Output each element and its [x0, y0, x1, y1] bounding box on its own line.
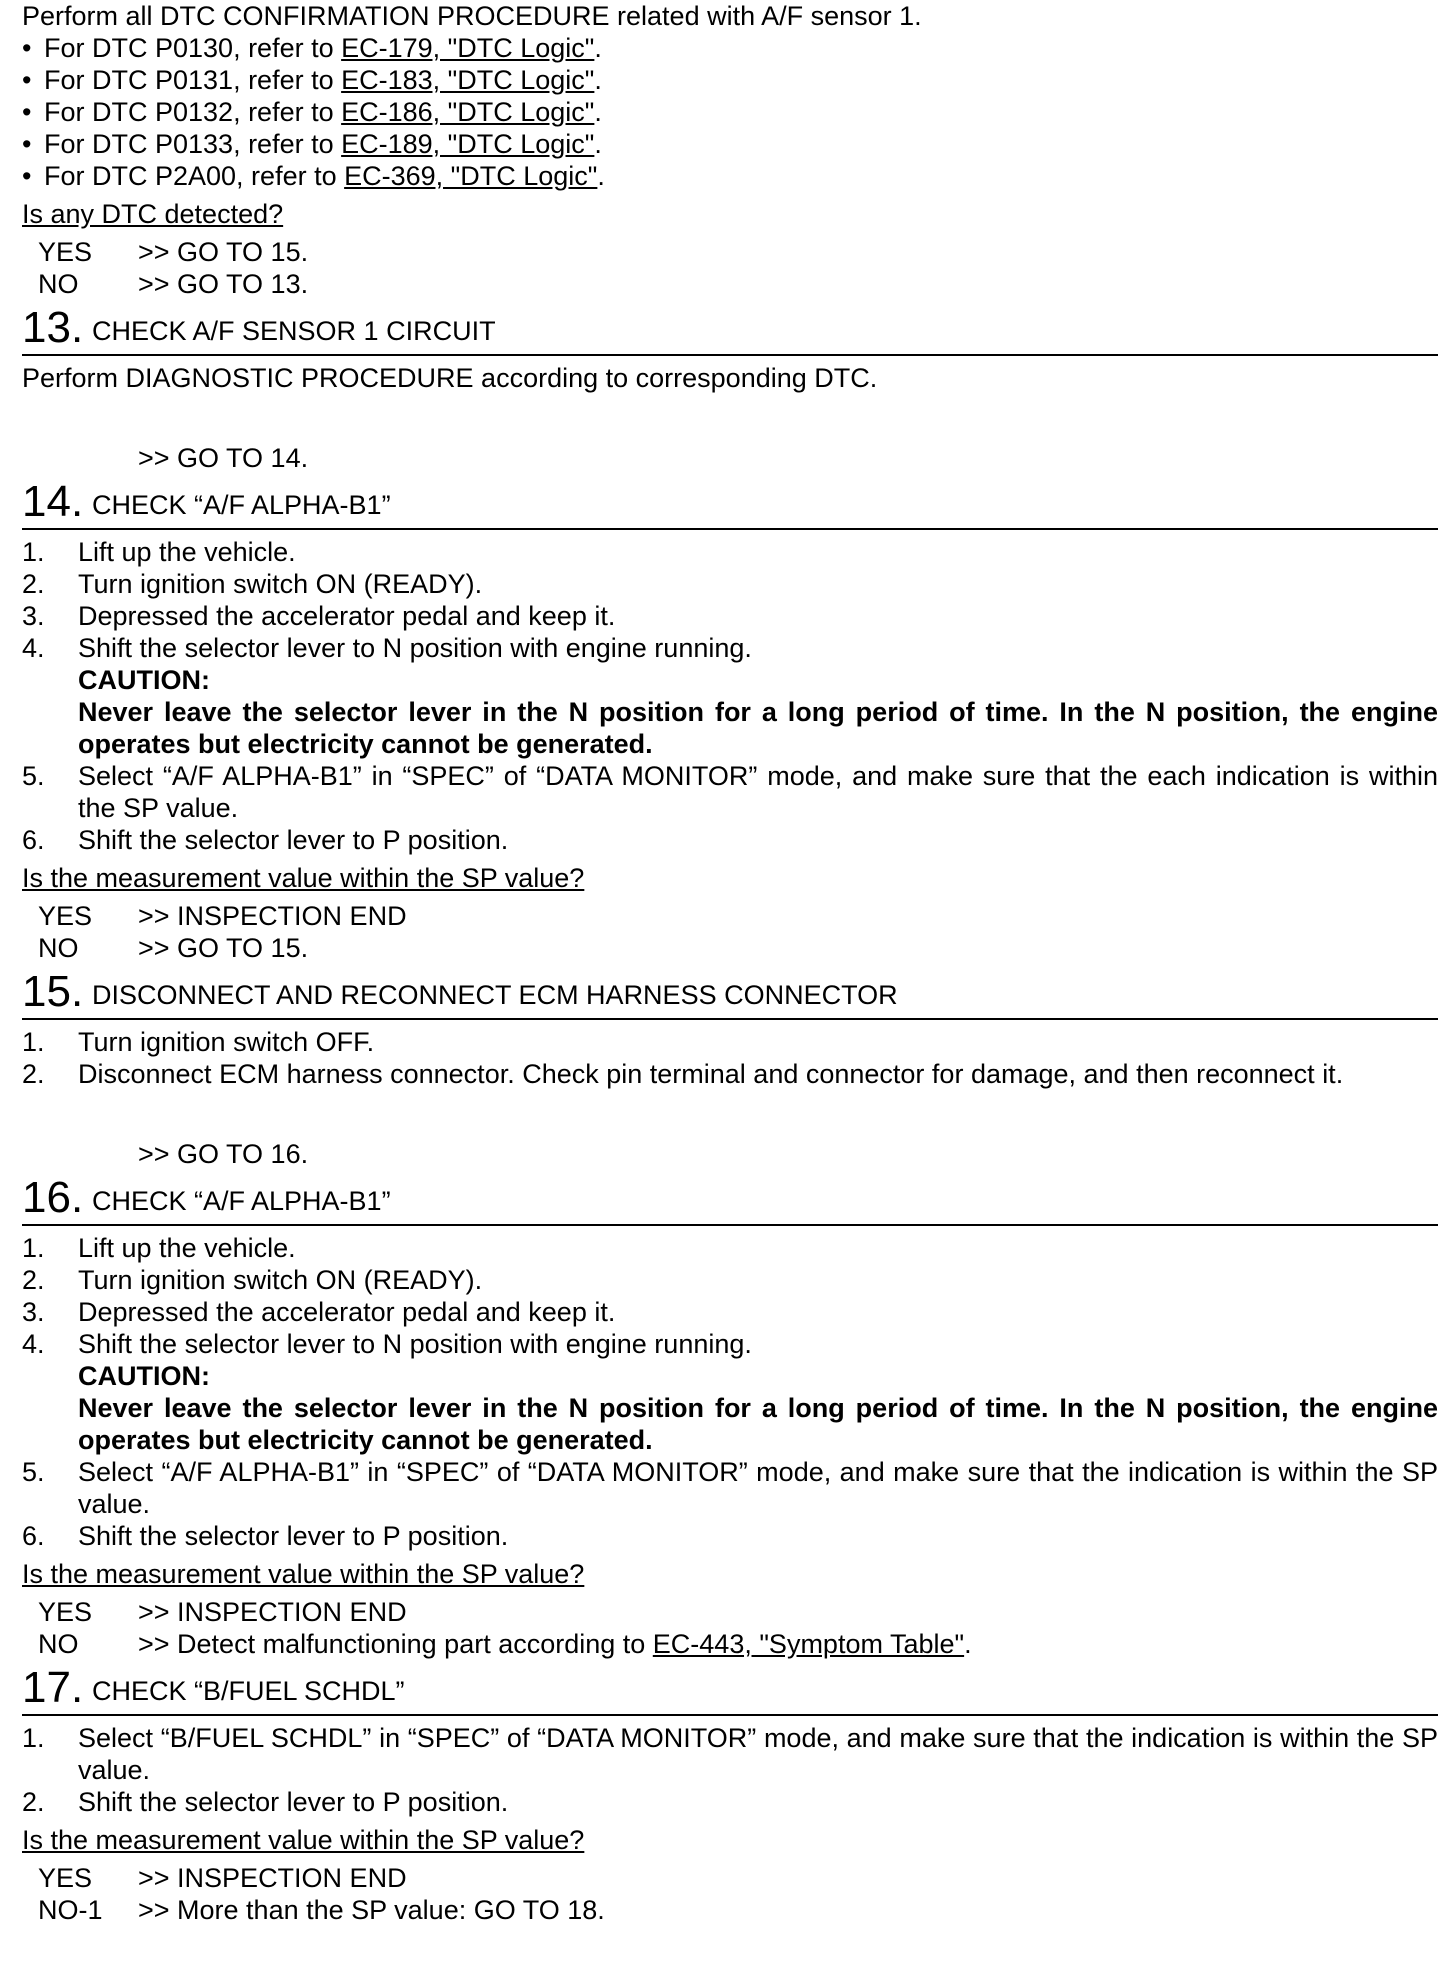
answer-yes: YES >> INSPECTION END	[38, 1597, 407, 1627]
step15-title: DISCONNECT AND RECONNECT ECM HARNESS CONNECTOR	[92, 980, 898, 1010]
step13-number: 13.	[22, 303, 84, 352]
document	[22, 0, 1438, 1926]
step17-header	[22, 1663, 1438, 1716]
step15-procedure	[22, 1026, 1438, 1090]
list-item: 3. Depressed the accelerator pedal and keep it.	[22, 601, 616, 631]
step13-goto: >> GO TO 14.	[138, 443, 309, 473]
dtc-reference-item: • For DTC P0131, refer to EC-183, "DTC Logic".	[22, 65, 602, 95]
list-item: 1. Lift up the vehicle.	[22, 1233, 296, 1263]
list-item: 1. Turn ignition switch OFF.	[22, 1027, 375, 1057]
step12-question: Is any DTC detected?	[22, 199, 284, 229]
dtc-reference-item: • For DTC P2A00, refer to EC-369, "DTC Logic".	[22, 161, 605, 191]
step16-procedure	[22, 1232, 1438, 1552]
step13-title: CHECK A/F SENSOR 1 CIRCUIT	[92, 316, 496, 346]
ec-189-link[interactable]: EC-189, "DTC Logic"	[341, 129, 595, 159]
caution-text: Never leave the selector lever in the N position for a long period of time. In the N position, the engine operates but electricity cannot be generated.	[78, 1393, 1438, 1455]
bullet-icon: •	[22, 33, 32, 63]
step14-answers	[38, 900, 1438, 964]
dtc-reference-item: • For DTC P0132, refer to EC-186, "DTC Logic".	[22, 97, 602, 127]
list-item: 5. Select “A/F ALPHA-B1” in “SPEC” of “DATA MONITOR” mode, and make sure that the each indication is within the SP value.	[22, 761, 1438, 823]
step16-title: CHECK “A/F ALPHA-B1”	[92, 1186, 391, 1216]
bullet-icon: •	[22, 161, 32, 191]
dtc-reference-item: • For DTC P0133, refer to EC-189, "DTC Logic".	[22, 129, 602, 159]
step13-body: Perform DIAGNOSTIC PROCEDURE according to corresponding DTC.	[22, 363, 878, 393]
step13-header	[22, 303, 1438, 356]
answer-no: NO >> GO TO 13.	[38, 269, 309, 299]
step17-question: Is the measurement value within the SP value?	[22, 1825, 585, 1855]
list-item: 2. Turn ignition switch ON (READY).	[22, 569, 483, 599]
ec-179-link[interactable]: EC-179, "DTC Logic"	[341, 33, 595, 63]
answer-yes: YES >> INSPECTION END	[38, 1863, 407, 1893]
list-item: 2. Disconnect ECM harness connector. Check pin terminal and connector for damage, and then reconnect it.	[22, 1059, 1344, 1089]
list-item: 1. Lift up the vehicle.	[22, 537, 296, 567]
bullet-icon: •	[22, 65, 32, 95]
step14-title: CHECK “A/F ALPHA-B1”	[92, 490, 391, 520]
list-item: 2. Turn ignition switch ON (READY).	[22, 1265, 483, 1295]
list-item: 1. Select “B/FUEL SCHDL” in “SPEC” of “DATA MONITOR” mode, and make sure that the indication is within the SP value.	[22, 1723, 1438, 1785]
step16-question: Is the measurement value within the SP value?	[22, 1559, 585, 1589]
list-item: 3. Depressed the accelerator pedal and keep it.	[22, 1297, 616, 1327]
list-item: 5. Select “A/F ALPHA-B1” in “SPEC” of “DATA MONITOR” mode, and make sure that the indication is within the SP value.	[22, 1457, 1438, 1519]
answer-yes: YES >> INSPECTION END	[38, 901, 407, 931]
step17-title: CHECK “B/FUEL SCHDL”	[92, 1676, 405, 1706]
bullet-icon: •	[22, 97, 32, 127]
step17-procedure	[22, 1722, 1438, 1818]
ec-369-link[interactable]: EC-369, "DTC Logic"	[344, 161, 598, 191]
step16-answers	[38, 1596, 1438, 1660]
ec-186-link[interactable]: EC-186, "DTC Logic"	[341, 97, 595, 127]
dtc-reference-item: • For DTC P0130, refer to EC-179, "DTC Logic".	[22, 33, 602, 63]
ec-183-link[interactable]: EC-183, "DTC Logic"	[341, 65, 595, 95]
caution-text: Never leave the selector lever in the N position for a long period of time. In the N position, the engine operates but electricity cannot be generated.	[78, 697, 1438, 759]
list-item: 4. Shift the selector lever to N position with engine running. CAUTION: Never leave the selector lever in the N position for a long period of time. In the N position, the engine operates but electricity cannot be generated.	[22, 633, 1438, 759]
step14-question: Is the measurement value within the SP value?	[22, 863, 585, 893]
step14-header	[22, 477, 1438, 530]
list-item: 2. Shift the selector lever to P position.	[22, 1787, 509, 1817]
intro-text: Perform all DTC CONFIRMATION PROCEDURE related with A/F sensor 1.	[22, 1, 922, 31]
caution-label: CAUTION:	[78, 665, 210, 695]
step17-number: 17.	[22, 1663, 84, 1712]
dtc-reference-list	[22, 32, 1438, 192]
step12-answers	[38, 236, 1438, 300]
list-item: 4. Shift the selector lever to N position with engine running. CAUTION: Never leave the selector lever in the N position for a long period of time. In the N position, the engine operates but electricity cannot be generated.	[22, 1329, 1438, 1455]
answer-no-1: NO-1 >> More than the SP value: GO TO 18.	[38, 1895, 605, 1925]
list-item: 6. Shift the selector lever to P position.	[22, 825, 509, 855]
step15-goto: >> GO TO 16.	[138, 1139, 309, 1169]
ec-443-link[interactable]: EC-443, "Symptom Table"	[652, 1629, 965, 1659]
answer-yes: YES >> GO TO 15.	[38, 237, 309, 267]
step16-header	[22, 1173, 1438, 1226]
caution-label: CAUTION:	[78, 1361, 210, 1391]
step15-header	[22, 967, 1438, 1020]
step14-procedure	[22, 536, 1438, 856]
list-item: 6. Shift the selector lever to P position.	[22, 1521, 509, 1551]
step15-number: 15.	[22, 967, 84, 1016]
bullet-icon: •	[22, 129, 32, 159]
step16-number: 16.	[22, 1173, 84, 1222]
answer-no: NO >> GO TO 15.	[38, 933, 309, 963]
answer-no: NO >> Detect malfunctioning part according to EC-443, "Symptom Table".	[38, 1629, 972, 1659]
step14-number: 14.	[22, 477, 84, 526]
step17-answers	[38, 1862, 1438, 1926]
